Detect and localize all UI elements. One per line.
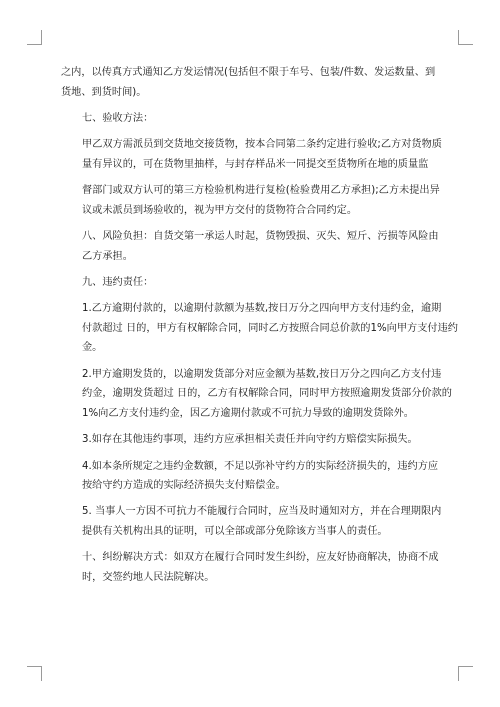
paragraph: [61, 548, 449, 587]
text-line: 时，交签约地人民法院解决。: [82, 571, 215, 583]
text-line: 提供有关机构出具的证明，可以全部或部分免除该方当事人的责任。: [82, 525, 388, 537]
text-line: 5. 当事人一方因不可抗力不能履行合同时，应当及时通知对方，并在合理期限内: [82, 506, 442, 518]
paragraph: [61, 299, 458, 358]
paragraph: [61, 273, 449, 293]
text-line: 乙方承担。: [82, 250, 133, 262]
text-line: 约金，逾期发货超过 日的，乙方有权解除合同，同时甲方按照逾期发货部分价款的: [82, 388, 452, 400]
text-line: 按给守约方造成的实际经济损失支付赔偿金。: [82, 480, 286, 492]
document-body: [61, 63, 458, 594]
paragraph: [61, 502, 449, 541]
paragraph: [61, 181, 449, 220]
crop-mark-top-left: [27, 30, 42, 45]
crop-mark-top-right: [458, 30, 473, 45]
text-line: 量有异议的，可在货物里抽样，与封存样品米一同提交至货物所在地的质量监: [82, 158, 429, 170]
text-line: 议或未派员到场验收的，视为甲方交付的货物符合合同约定。: [82, 204, 358, 216]
text-line: 付款超过 日的，甲方有权解除合同，同时乙方按照合同总价款的1%向甲方支付违约: [82, 322, 458, 334]
text-line: 七、验收方法：: [82, 112, 154, 124]
text-line: 1%向乙方支付违约金，因乙方逾期付款或不可抗力导致的逾期发货除外。: [82, 407, 414, 419]
text-line: 八、风险负担：自货交第一承运人时起，货物毁损、灭失、短斤、污损等风险由: [82, 231, 439, 243]
text-line: 督部门或双方认可的第三方检验机构进行复检(检验费用乙方承担);乙方未提出异: [82, 185, 440, 197]
text-line: 之内，以传真方式通知乙方发运情况(包括但不限于车号、包装/件数、发运数量、到: [61, 67, 436, 78]
text-line: 十、纠纷解决方式：如双方在履行合同时发生纠纷，应友好协商解决，协商不成: [82, 552, 439, 564]
crop-mark-bottom-left: [27, 666, 42, 681]
paragraph: [61, 135, 449, 174]
text-line: 1.乙方逾期付款的，以逾期付款额为基数,按日万分之四向甲方支付违约金，逾期: [82, 303, 442, 315]
text-line: 九、违约责任：: [82, 276, 154, 288]
crop-mark-bottom-right: [458, 666, 473, 681]
paragraph: [61, 63, 449, 102]
paragraph: [61, 227, 449, 266]
text-line: 3.如存在其他违约事项，违约方应承担相关责任并向守约方赔偿实际损失。: [82, 434, 418, 446]
text-line: 甲乙双方需派员到交货地交接货物，按本合同第二条约定进行验收;乙方对货物质: [82, 139, 442, 151]
text-line: 2.甲方逾期发货的，以逾期发货部分对应金额为基数,按日万分之四向乙方支付违: [82, 368, 442, 380]
text-line: 4.如本条所规定之违约金数额，不足以弥补守约方的实际经济损失的，违约方应: [82, 460, 439, 472]
paragraph: [61, 457, 449, 496]
text-line: 货地、到货时间)。: [61, 86, 147, 98]
text-line: 金。: [82, 342, 103, 354]
paragraph: [61, 109, 449, 129]
paragraph: [61, 365, 452, 424]
paragraph: [61, 430, 449, 450]
